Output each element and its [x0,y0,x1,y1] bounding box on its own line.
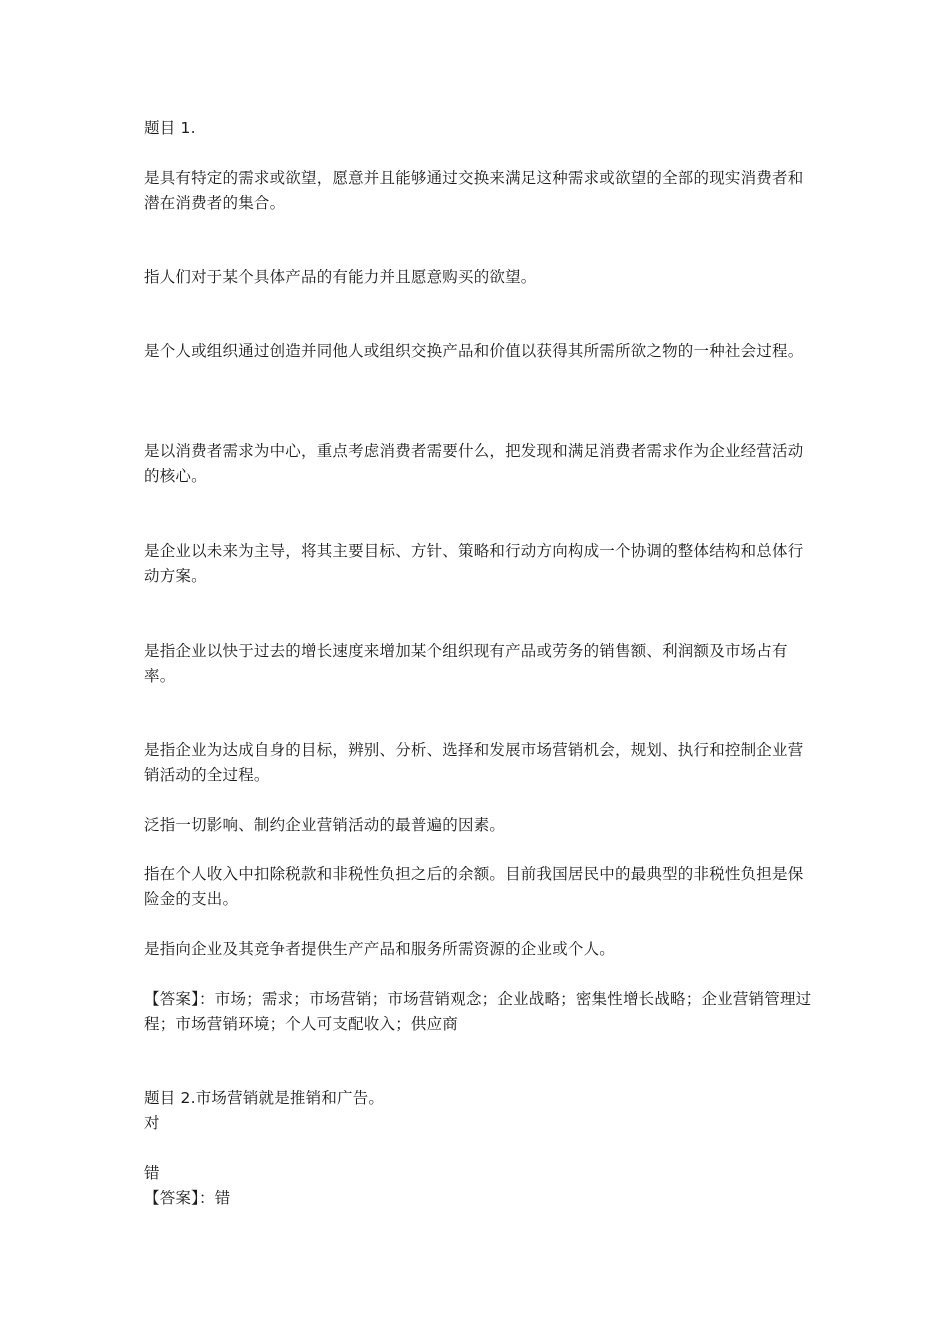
option-false: 错 [144,1164,160,1182]
definition-7: 是指企业为达成自身的目标，辨别、分析、选择和发展市场营销机会，规划、执行和控制企业营销活动的全过程。 [144,741,804,784]
question-2-answer: 【答案】：错 [144,1189,231,1207]
question-1-title: 题目 1. [144,119,196,137]
definition-1: 是具有特定的需求或欲望，愿意并且能够通过交换来满足这种需求或欲望的全部的现实消费者和潜在消费者的集合。 [144,169,804,212]
definition-8: 泛指一切影响、制约企业营销活动的最普遍的因素。 [144,816,506,834]
question-2-title: 题目 2.市场营销就是推销和广告。 [144,1089,385,1107]
definition-10: 是指向企业及其竞争者提供生产产品和服务所需资源的企业或个人。 [144,940,616,958]
question-1-answer: 【答案】：市场；需求；市场营销；市场营销观念；企业战略；密集性增长战略；企业营销管理过程；市场营销环境；个人可支配收入；供应商 [144,990,812,1033]
option-true: 对 [144,1114,160,1132]
definition-3: 是个人或组织通过创造并同他人或组织交换产品和价值以获得其所需所欲之物的一种社会过程。 [144,342,804,360]
definition-2: 指人们对于某个具体产品的有能力并且愿意购买的欲望。 [144,268,537,286]
definition-5: 是企业以未来为主导，将其主要目标、方针、策略和行动方向构成一个协调的整体结构和总体行动方案。 [144,542,804,585]
definition-4: 是以消费者需求为中心，重点考虑消费者需要什么，把发现和满足消费者需求作为企业经营活动的核心。 [144,442,804,485]
definition-6: 是指企业以快于过去的增长速度来增加某个组织现有产品或劳务的销售额、利润额及市场占有率。 [144,642,788,685]
definition-9: 指在个人收入中扣除税款和非税性负担之后的余额。目前我国居民中的最典型的非税性负担是保险金的支出。 [144,865,804,908]
